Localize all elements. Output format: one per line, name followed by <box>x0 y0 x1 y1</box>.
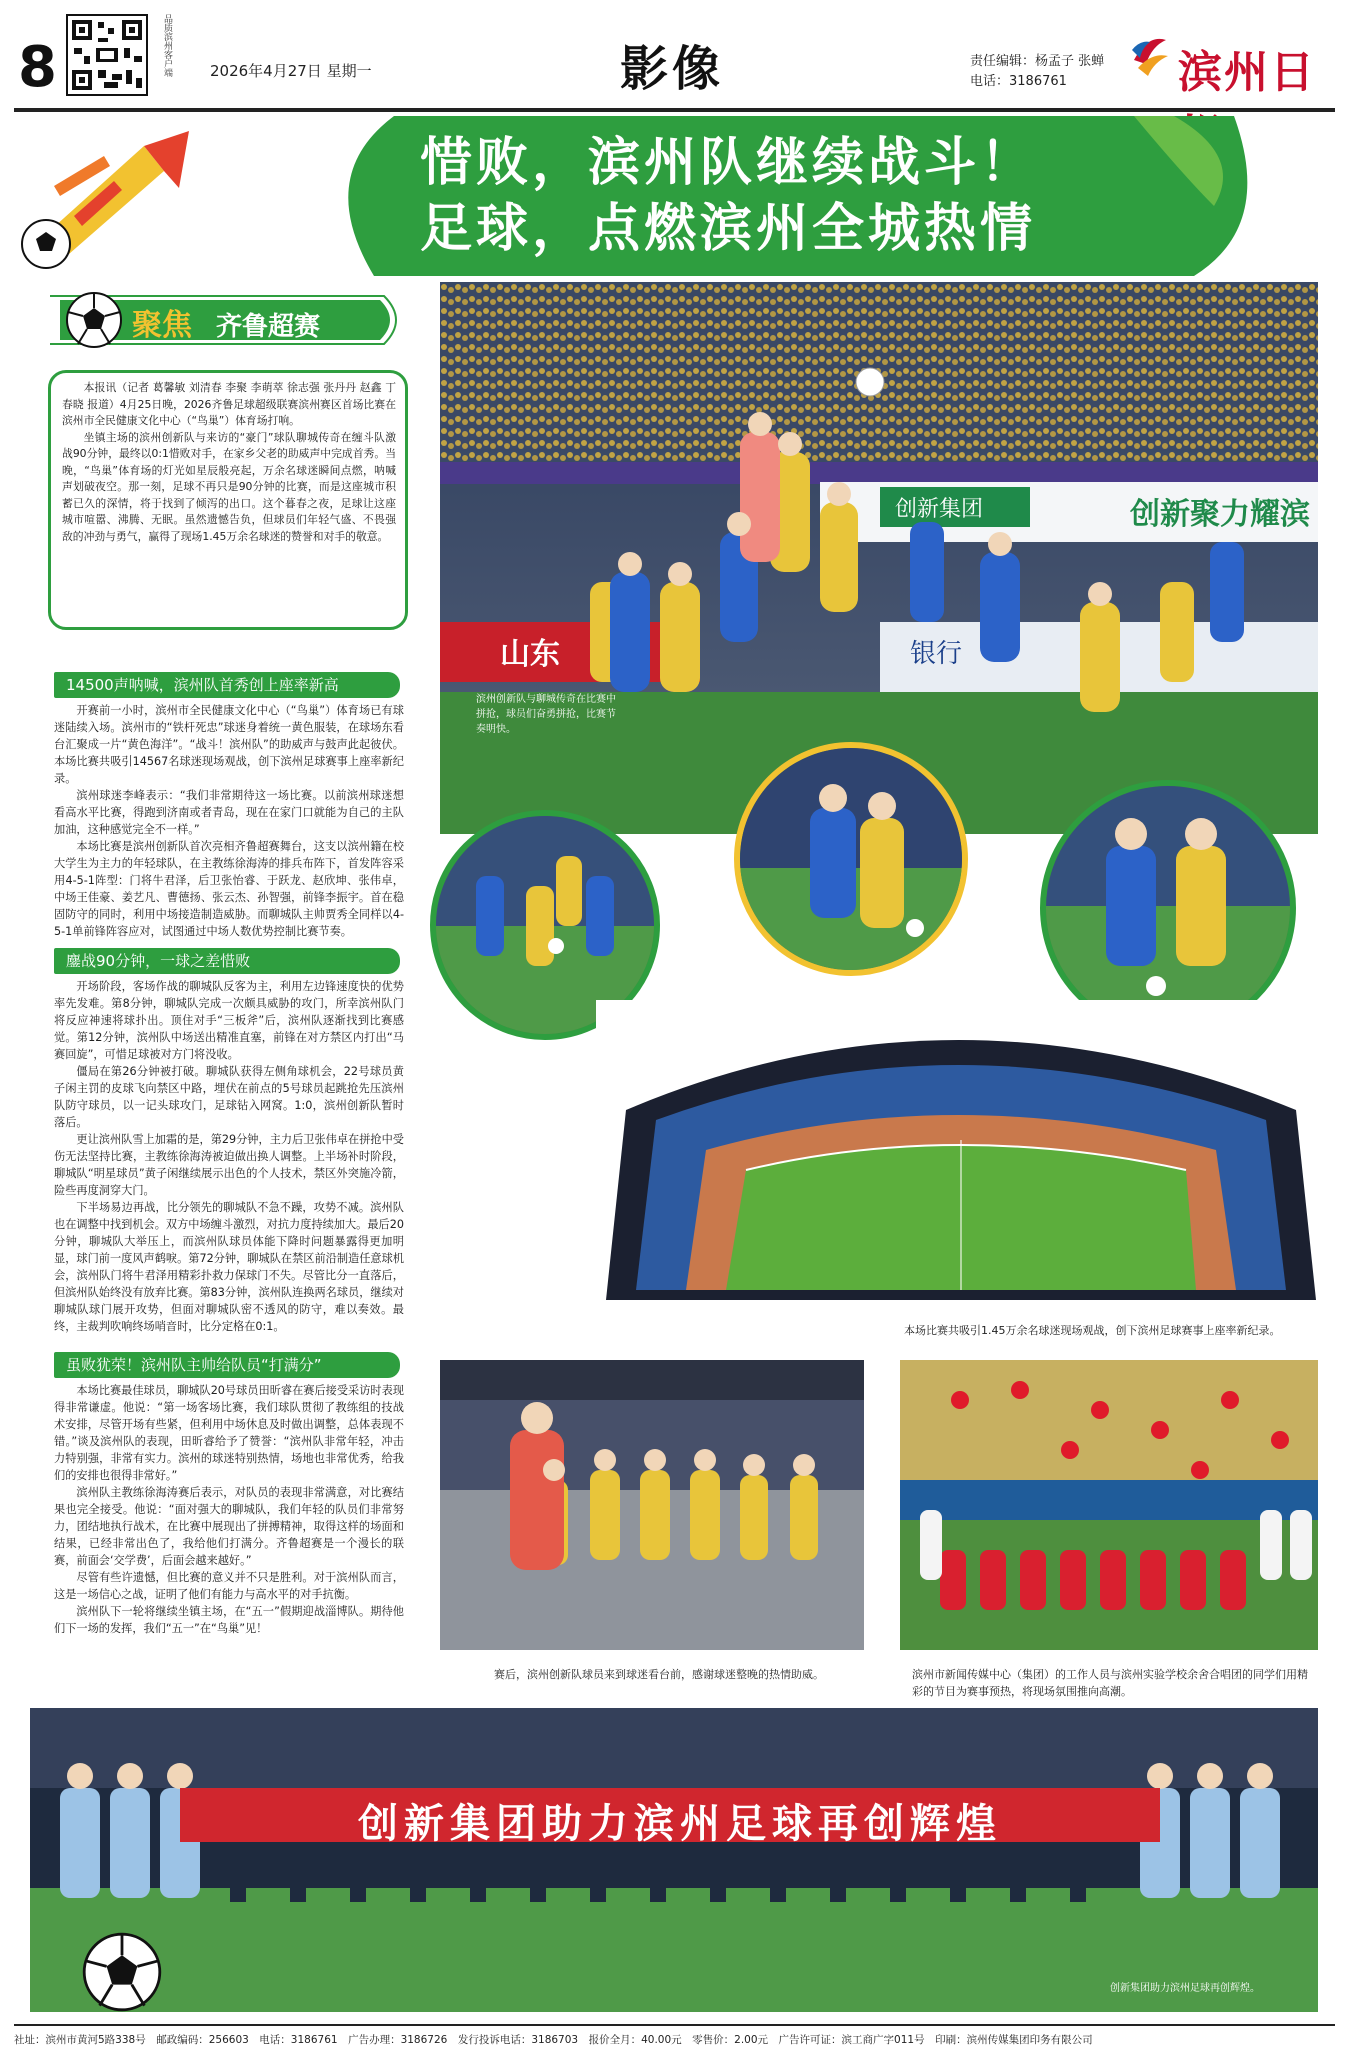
ad-board-text: 创新集团 <box>895 497 984 522</box>
section-1-text <box>54 702 404 940</box>
choir-performance-photo <box>900 1360 1318 1650</box>
body-paragraph: 下半场易边再战，比分领先的聊城队不急不躁，攻势不减。滨州队也在调整中找到机会。双方中场缠斗激烈，对抗力度持续加大。最后20分钟，聊城队大举压上，而滨州队球员体能下降时问题暴露得更加明显，球门前一度风声鹤唳。第72分钟，聊城队在禁区前沿制造任意球机会，滨州队门将牛君泽用精彩扑救力保球门不失。尽管比分一直落后，但滨州队始终没有放弃比赛。第83分钟，滨州队连换两名球员，继续对聊城队球门展开攻势，但面对聊城队密不透风的防守，难以奏效。最终，主裁判吹响终场哨音时，比分定格在0:1。 <box>54 1201 404 1333</box>
body-paragraph: 本场比赛是滨州创新队首次亮相齐鲁超赛舞台，这支以滨州籍在校大学生为主力的年轻球队，在主教练徐海涛的排兵布阵下，首发阵容采用4-5-1阵型：门将牛君泽，后卫张怡睿、于跃龙、赵欣坤、张伟卓，中场王佳豪、姜艺凡、曹德扬、张云杰、孙智强，前锋李振宇。首在稳固防守的同时，利用中场接造制造威胁。而聊城队主帅贾秀全同样以4-5-1单前锋阵容应对，试图通过中场人数优势控制比赛节奏。 <box>54 840 404 938</box>
subheading-attendance: 14500声呐喊，滨州队首秀创上座率新高 <box>54 672 400 698</box>
thanks-caption: 赛后，滨州创新队球员来到球迷看台前，感谢球迷整晚的热情助威。 <box>494 1668 824 1681</box>
badge-league-text: 齐鲁超赛 <box>216 312 321 342</box>
section-title: 影像 <box>620 41 725 97</box>
ad-board-text: 山东 <box>500 637 560 672</box>
ad-board-text: 银行 <box>910 639 963 669</box>
circle-scene-right <box>1046 786 1290 1030</box>
newspaper-name: 滨州日 <box>1178 47 1316 98</box>
qr-caption: 品质滨州客户端 <box>162 14 172 77</box>
ad-board-text: 创新聚力耀滨 <box>1130 497 1310 532</box>
group-banner-photo <box>30 1708 1318 2012</box>
headline-line-2: 足球，点燃滨州全城热情 <box>420 198 1037 259</box>
circle-photo-center <box>734 742 968 976</box>
stadium-aerial-photo <box>596 1000 1318 1316</box>
main-photo-caption: 滨州创新队与聊城传奇在比赛中拼抢，球员们奋勇拼抢，比赛节奏明快。 <box>476 694 616 735</box>
subheading-coach: 虽败犹荣！滨州队主帅给队员“打满分” <box>54 1352 400 1378</box>
editor-phone: 电话：3186761 <box>970 74 1067 89</box>
stadium-caption: 本场比赛共吸引1.45万余名球迷现场观战，创下滨州足球赛事上座率新纪录。 <box>904 1324 1281 1337</box>
thanks-scene <box>440 1360 864 1650</box>
horn-ball-icon <box>14 126 204 276</box>
group-caption: 创新集团助力滨州足球再创辉煌。 <box>1110 1983 1260 1994</box>
lead-paragraph: 本报讯（记者 葛馨敏 刘清春 李聚 李萌萃 徐志强 张丹丹 赵鑫 丁春晓 报道）4月25日晚，2026齐鲁足球超级联赛滨州赛区首场比赛在滨州市全民健康文化中心（“鸟巢”）体育场打响。 <box>62 381 396 427</box>
circle-scene-center <box>740 748 962 970</box>
performance-scene <box>900 1360 1318 1650</box>
body-paragraph: 滨州队主教练徐海涛赛后表示，对队员的表现非常满意，对比赛结果也完全接受。他说：“面对强大的聊城队，我们年轻的队员们非常努力，团结地执行战术，在比赛中展现出了拼搏精神，取得这样的场面和结果，已经非常出色了，我给他们打满分。齐鲁超赛是一个漫长的联赛，前面会‘交学费’，后面会越来越好。” <box>54 1486 404 1567</box>
soccer-ball-icon <box>80 1930 164 2014</box>
issue-date: 2026年4月27日 星期一 <box>210 62 372 80</box>
subheading-match: 鏖战90分钟，一球之差惜败 <box>54 948 400 974</box>
qr-pattern-icon <box>68 16 146 94</box>
lead-paragraph: 坐镇主场的滨州创新队与来访的“豪门”球队聊城传奇在缠斗队激战90分钟，最终以0:1惜败对手，在家乡父老的助威声中完成首秀。当晚，“鸟巢”体育场的灯光如星辰般亮起，万余名球迷瞬间点燃，呐喊声划破夜空。那一刻，足球不再只是90分钟的比赛，而是这座城市积蓄已久的深情，将于找到了倾泻的出口。这个暮春之夜，足球让这座城市喧嚣、沸腾、无眠。虽然遗憾告负，但球员们年轻气盛、不畏强敌的冲劲与勇气，赢得了现场1.45万余名球迷的赞誉和对手的敬意。 <box>62 430 396 543</box>
body-paragraph: 滨州球迷李峰表示：“我们非常期待这一场比赛。以前滨州球迷想看高水平比赛，得跑到济南或者青岛，现在在家门口就能为自己的主队加油，这种感觉完全不一样。” <box>54 789 404 836</box>
masthead-rule <box>14 108 1335 112</box>
headline-line-1: 惜败，滨州队继续战斗！ <box>420 132 1037 193</box>
soccer-ball-icon <box>64 290 124 350</box>
stadium-scene <box>596 1000 1318 1316</box>
performance-caption: 滨州市新闻传媒中心（集团）的工作人员与滨州实验学校余舍合唱团的同学们用精彩的节目为赛事预热，将现场氛围推向高潮。 <box>912 1668 1308 1698</box>
banner-headline <box>420 130 1036 262</box>
qr-code[interactable] <box>66 14 148 96</box>
body-paragraph: 本场比赛最佳球员，聊城队20号球员田昕睿在赛后接受采访时表现得非常谦虚。他说：“第一场客场比赛，我们球队贯彻了教练组的技战术安排，尽管开场有些紧，但利用中场休息及时做出调整，总体表现不错。”谈及滨州队的表现，田昕睿给予了赞誉：“滨州队非常年轻，冲击力特别强，非常有实力。滨州的球迷特别热情，场地也非常优秀，给我们的安排也很得非常好。” <box>54 1384 404 1482</box>
page-number: 8 <box>18 35 57 100</box>
group-banner-text: 创新集团助力滨州足球再创辉煌 <box>358 1800 1002 1847</box>
section-2-text <box>54 978 404 1335</box>
circle-photo-right <box>1040 780 1296 1036</box>
players-thank-fans-photo <box>440 1360 864 1650</box>
section-3-text <box>54 1382 404 1637</box>
body-paragraph: 僵局在第26分钟被打破。聊城队获得左侧角球机会，22号球员黄子闲主罚的皮球飞向禁区中路，埋伏在前点的5号球员起跳抢先压滨州队防守球员，以一记头球攻门，足球钻入网窝。1:0，滨州创新队暂时落后。 <box>54 1065 404 1129</box>
body-paragraph: 滨州队下一轮将继续坐镇主场，在“五一”假期迎战淄博队。期待他们下一场的发挥，我们“五一”在“鸟巢”见！ <box>54 1605 404 1635</box>
body-paragraph: 尽管有些许遗憾，但比赛的意义并不只是胜利。对于滨州队而言，这是一场信心之战，证明了他们有能力与高水平的对手抗衡。 <box>54 1571 404 1601</box>
body-paragraph: 更让滨州队雪上加霜的是，第29分钟，主力后卫张伟卓在拼抢中受伤无法坚持比赛，主教练徐海涛被迫做出换人调整。上半场补时阶段，聊城队“明星球员”黄子闲继续展示出色的个人技术，禁区外突施冷箭，险些再度洞穿大门。 <box>54 1133 404 1197</box>
newspaper-logo-icon <box>1130 30 1170 80</box>
badge-focus-text: 聚焦 <box>132 308 192 343</box>
column-badge <box>20 288 410 352</box>
editor-info <box>970 52 1104 92</box>
publication-footer: 社址：滨州市黄河5路338号 邮政编码：256603 电话：3186761 广告办理：3186726 发行投诉电话：3186703 报价全月：40.00元 零售价：2.00元 广告许可证：滨工商广字011号 印刷：滨州传媒集团印务有限公司 <box>14 2024 1335 2047</box>
group-scene <box>30 1708 1318 2012</box>
body-paragraph: 开赛前一小时，滨州市全民健康文化中心（“鸟巢”）体育场已有球迷陆续入场。滨州市的“铁杆死忠”球迷身着统一黄色服装，在球场东看台汇聚成一片“黄色海洋”。“战斗！滨州队”的助威声与鼓声此起彼伏。本场比赛共吸引14567名球迷现场观战，创下滨州足球赛事上座率新纪录。 <box>54 704 404 785</box>
lead-text <box>62 380 396 545</box>
editor-name: 责任编辑：杨孟子 张蝉 <box>970 54 1105 69</box>
body-paragraph: 开场阶段，客场作战的聊城队反客为主，利用左边锋速度快的优势率先发难。第8分钟，聊城队完成一次颇具威胁的攻门，所幸滨州队门将反应神速将球扑出。顶住对手“三板斧”后，滨州队逐渐找到比赛感觉。第12分钟，滨州队中场送出精准直塞，前锋在对方禁区内打出“马赛回旋”，可惜足球被对方门将没收。 <box>54 980 404 1061</box>
